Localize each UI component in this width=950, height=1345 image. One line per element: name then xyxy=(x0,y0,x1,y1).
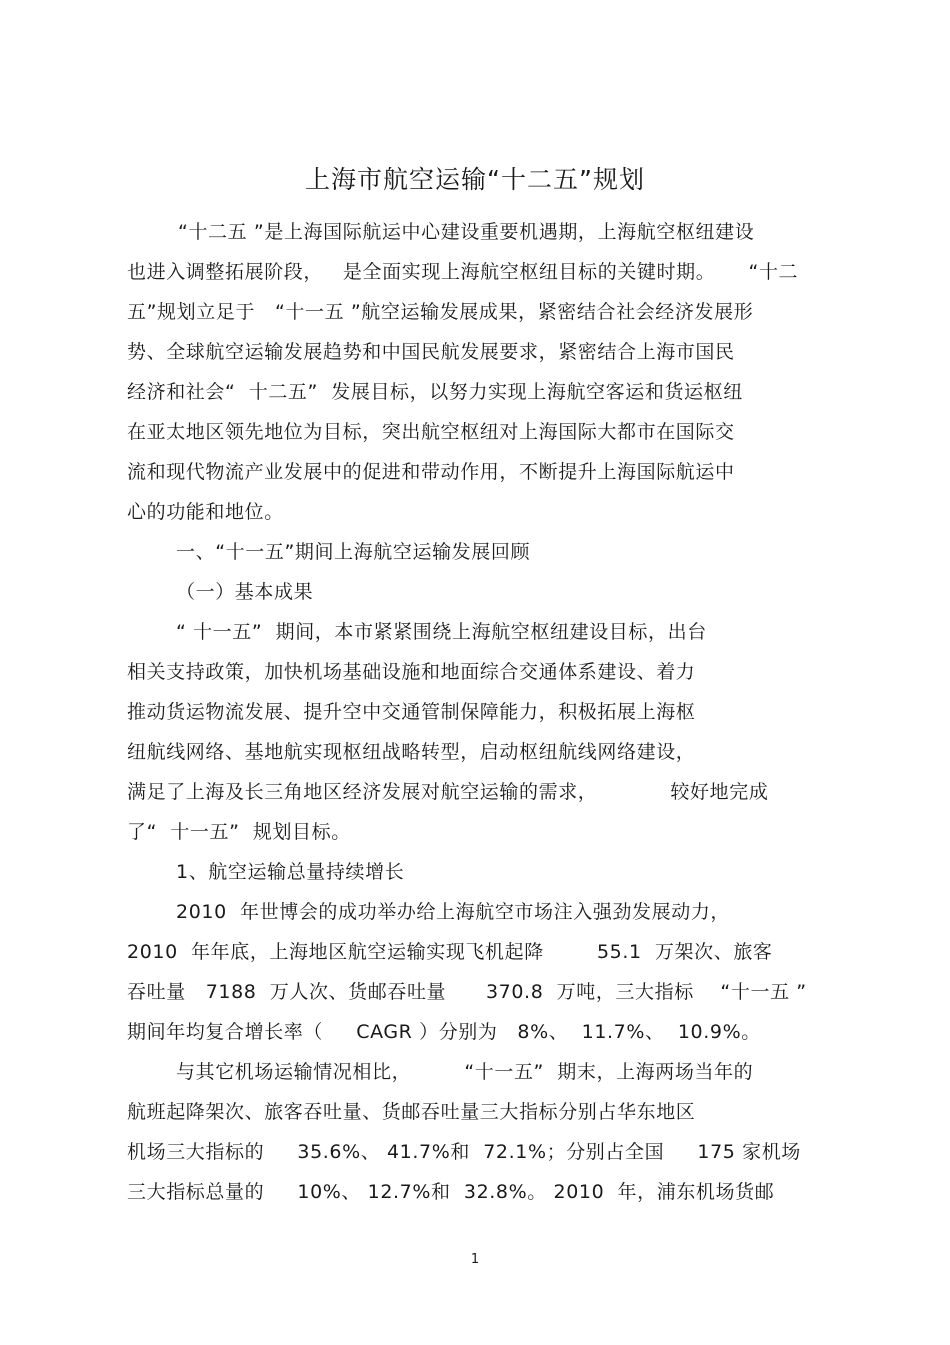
paragraph-line: 心的功能和地位。 xyxy=(127,501,284,523)
paragraph-line: 与其它机场运输情况相比， “十一五” 期末，上海两场当年的 xyxy=(176,1061,754,1083)
paragraph-line: 了“ 十一五” 规划目标。 xyxy=(127,821,351,843)
paragraph-line: 航班起降架次、旅客吞吐量、货邮吞吐量三大指标分别占华东地区 xyxy=(127,1101,696,1123)
paragraph-line: 经济和社会“ 十二五” 发展目标，以努力实现上海航空客运和货运枢纽 xyxy=(127,381,743,403)
page-number: 1 xyxy=(470,1252,480,1267)
paragraph-line: “十二五 ”是上海国际航运中心建设重要机遇期，上海航空枢纽建设 xyxy=(178,221,755,243)
paragraph-line: 三大指标总量的 10%、 12.7%和 32.8%。 2010 年，浦东机场货邮 xyxy=(127,1181,775,1203)
paragraph-line: 纽航线网络、基地航实现枢纽战略转型，启动枢纽航线网络建设， xyxy=(127,741,696,763)
paragraph-line: 吞吐量 7188 万人次、货邮吞吐量 370.8 万吨，三大指标 “十一五 ” xyxy=(127,981,807,1003)
paragraph-line: 五”规划立足于 “十一五 ”航空运输发展成果，紧密结合社会经济发展形 xyxy=(127,301,754,323)
paragraph-line: 机场三大指标的 35.6%、 41.7%和 72.1%；分别占全国 175 家机场 xyxy=(127,1141,801,1163)
paragraph-line: 2010 年年底，上海地区航空运输实现飞机起降 55.1 万架次、旅客 xyxy=(127,941,773,963)
paragraph-line: 满足了上海及长三角地区经济发展对航空运输的需求， 较好地完成 xyxy=(127,781,769,803)
paragraph-line: 流和现代物流产业发展中的促进和带动作用，不断提升上海国际航运中 xyxy=(127,461,735,483)
document-title: 上海市航空运输“十二五”规划 xyxy=(305,165,645,194)
paragraph-line: 相关支持政策，加快机场基础设施和地面综合交通体系建设、着力 xyxy=(127,661,696,683)
item-heading: 1、航空运输总量持续增长 xyxy=(176,861,405,883)
paragraph-line: 2010 年世博会的成功举办给上海航空市场注入强劲发展动力， xyxy=(176,901,731,923)
paragraph-line: 期间年均复合增长率（ CAGR ）分别为 8%、 11.7%、 10.9%。 xyxy=(127,1021,761,1043)
paragraph-line: “ 十一五” 期间，本市紧紧围绕上海航空枢纽建设目标，出台 xyxy=(176,621,707,643)
paragraph-line: 也进入调整拓展阶段， 是全面实现上海航空枢纽目标的关键时期。 “十二 xyxy=(127,261,799,283)
subsection-heading: （一）基本成果 xyxy=(176,581,314,603)
section-heading: 一、“十一五”期间上海航空运输发展回顾 xyxy=(176,541,531,563)
paragraph-line: 在亚太地区领先地位为目标，突出航空枢纽对上海国际大都市在国际交 xyxy=(127,421,735,443)
paragraph-line: 势、全球航空运输发展趋势和中国民航发展要求，紧密结合上海市国民 xyxy=(127,341,735,363)
paragraph-line: 推动货运物流发展、提升空中交通管制保障能力，积极拓展上海枢 xyxy=(127,701,696,723)
